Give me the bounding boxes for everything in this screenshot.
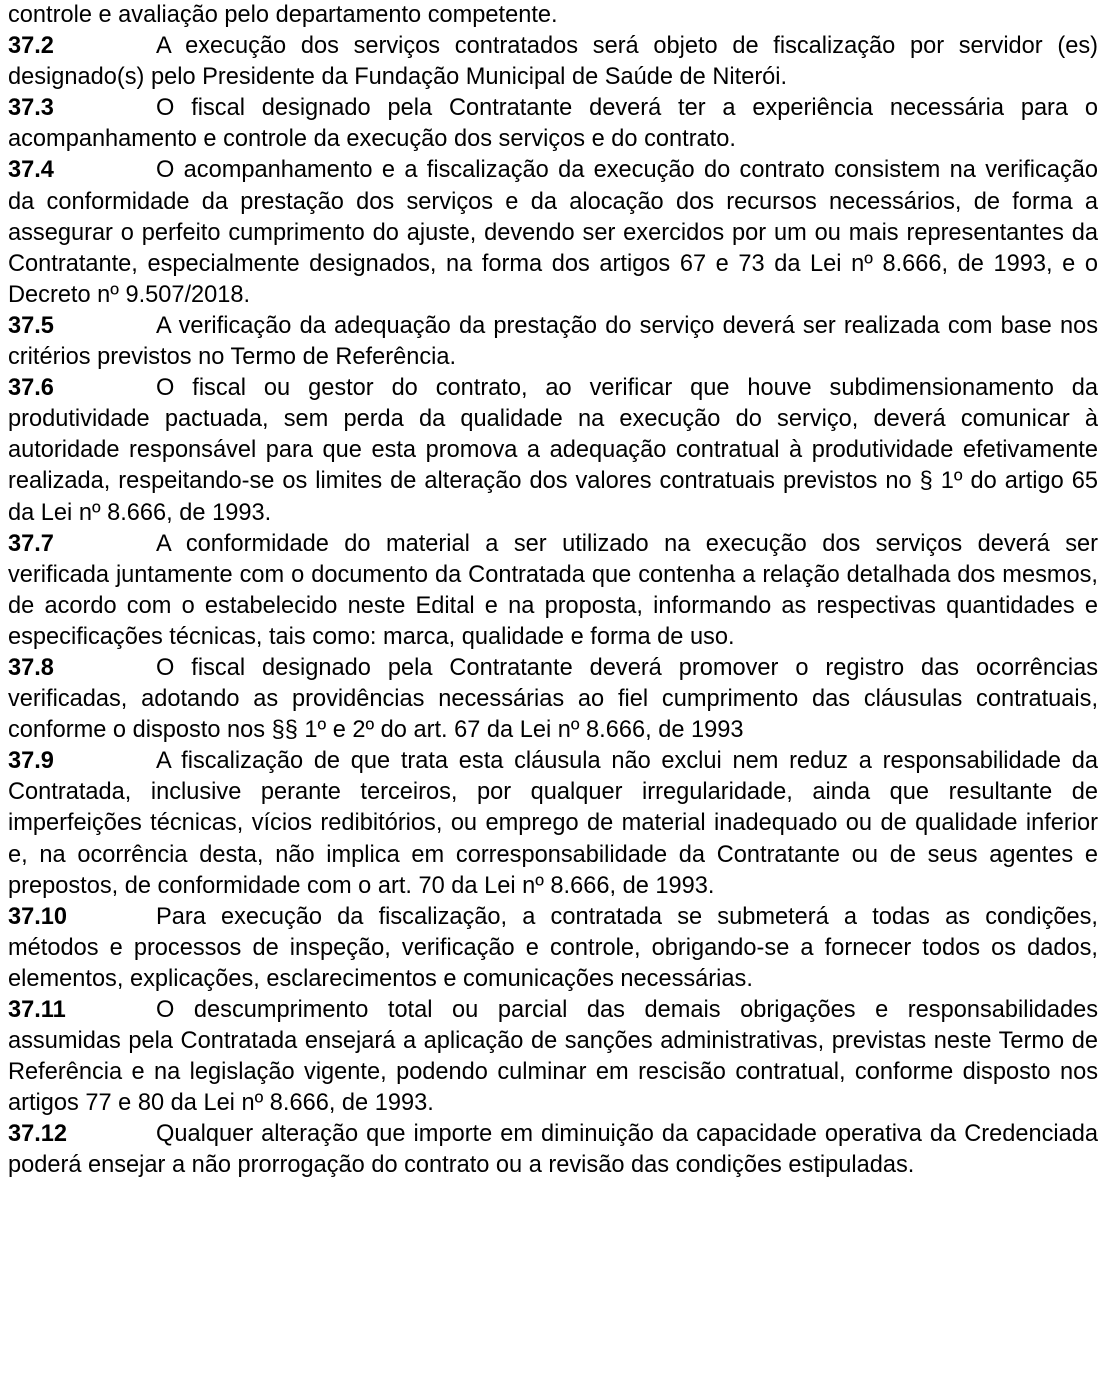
clause-text: A fiscalização de que trata esta cláusula não exclui nem reduz a responsabilidade da Contratada, inclusive perante terceiros, por qualquer irregularidade, ainda que resultante de imperfeições técnicas, vícios redibitórios, ou emprego de material inadequado ou de qualidade inferior e, na ocorrência desta, não implica em corresponsabilidade da Contratante ou de seus agentes e prepostos, de conformidade com o art. 70 da Lei nº 8.666, de 1993.: [8, 748, 1098, 899]
clause-number: 37.2: [8, 33, 54, 60]
clause-37-5: [8, 311, 1098, 373]
clause-number: 37.10: [8, 903, 68, 930]
clause-text: O acompanhamento e a fiscalização da execução do contrato consistem na verificação da conformidade da prestação dos serviços e da alocação dos recursos necessários, de forma a assegurar o perfeito cumprimento do ajuste, devendo ser exercidos por um ou mais representantes da Contratante, especialmente designados, na forma dos artigos 67 e 73 da Lei nº 8.666, de 1993, e o Decreto nº 9.507/2018.: [8, 157, 1098, 308]
clause-number: 37.7: [8, 530, 54, 557]
clause-37-11: [8, 995, 1098, 1119]
clause-text: A conformidade do material a ser utilizado na execução dos serviços deverá ser verificada juntamente com o documento da Contratada que contenha a relação detalhada dos mesmos, de acordo com o estabelecido neste Edital e na proposta, informando as respectivas quantidades e especificações técnicas, tais como: marca, qualidade e forma de uso.: [8, 530, 1098, 650]
clause-text: O fiscal ou gestor do contrato, ao verificar que houve subdimensionamento da produtividade pactuada, sem perda da qualidade na execução do serviço, deverá comunicar à autoridade responsável para que esta promova a adequação contratual à produtividade efetivamente realizada, respeitando-se os limites de alteração dos valores contratuais previstos no § 1º do artigo 65 da Lei nº 8.666, de 1993.: [8, 375, 1098, 526]
clause-37-8: [8, 653, 1098, 746]
clause-number: 37.5: [8, 312, 54, 339]
clause-37-7: [8, 529, 1098, 653]
clause-number: 37.8: [8, 654, 54, 681]
clause-number: 37.12: [8, 1121, 68, 1148]
clause-text: Para execução da fiscalização, a contratada se submeterá a todas as condições, métodos e processos de inspeção, verificação e controle, obrigando-se a fornecer todos os dados, elementos, explicações, esclarecimentos e comunicações necessárias.: [8, 903, 1098, 992]
clause-number: 37.4: [8, 157, 54, 184]
clause-37-3: [8, 93, 1098, 155]
clause-text: A execução dos serviços contratados será objeto de fiscalização por servidor (es) designado(s) pelo Presidente da Fundação Municipal de Saúde de Niterói.: [8, 33, 1098, 91]
clause-number: 37.3: [8, 95, 54, 122]
clause-number: 37.9: [8, 748, 54, 775]
document-page: [8, 0, 1098, 1182]
clause-number: 37.11: [8, 997, 66, 1023]
clause-37-9: [8, 746, 1098, 901]
clause-37-10: [8, 902, 1098, 995]
clause-text: O descumprimento total ou parcial das demais obrigações e responsabilidades assumidas pela Contratada ensejará a aplicação de sanções administrativas, previstas neste Termo de Referência e na legislação vigente, podendo culminar em rescisão contratual, conforme disposto nos artigos 77 e 80 da Lei nº 8.666, de 1993.: [8, 997, 1098, 1117]
clause-37-4: [8, 155, 1098, 310]
clause-37-12: [8, 1119, 1098, 1181]
clause-37-6: [8, 373, 1098, 528]
intro-paragraph: controle e avaliação pelo departamento competente.: [8, 2, 558, 28]
clause-text: Qualquer alteração que importe em diminuição da capacidade operativa da Credenciada poderá ensejar a não prorrogação do contrato ou a revisão das condições estipuladas.: [8, 1121, 1098, 1179]
clause-text: O fiscal designado pela Contratante deverá promover o registro das ocorrências verificadas, adotando as providências necessárias ao fiel cumprimento das cláusulas contratuais, conforme o disposto nos §§ 1º e 2º do art. 67 da Lei nº 8.666, de 1993: [8, 654, 1098, 744]
clause-text: A verificação da adequação da prestação do serviço deverá ser realizada com base nos critérios previstos no Termo de Referência.: [8, 312, 1098, 371]
clause-37-2: [8, 31, 1098, 93]
clause-number: 37.6: [8, 375, 54, 402]
clause-text: O fiscal designado pela Contratante deverá ter a experiência necessária para o acompanhamento e controle da execução dos serviços e do contrato.: [8, 95, 1098, 153]
